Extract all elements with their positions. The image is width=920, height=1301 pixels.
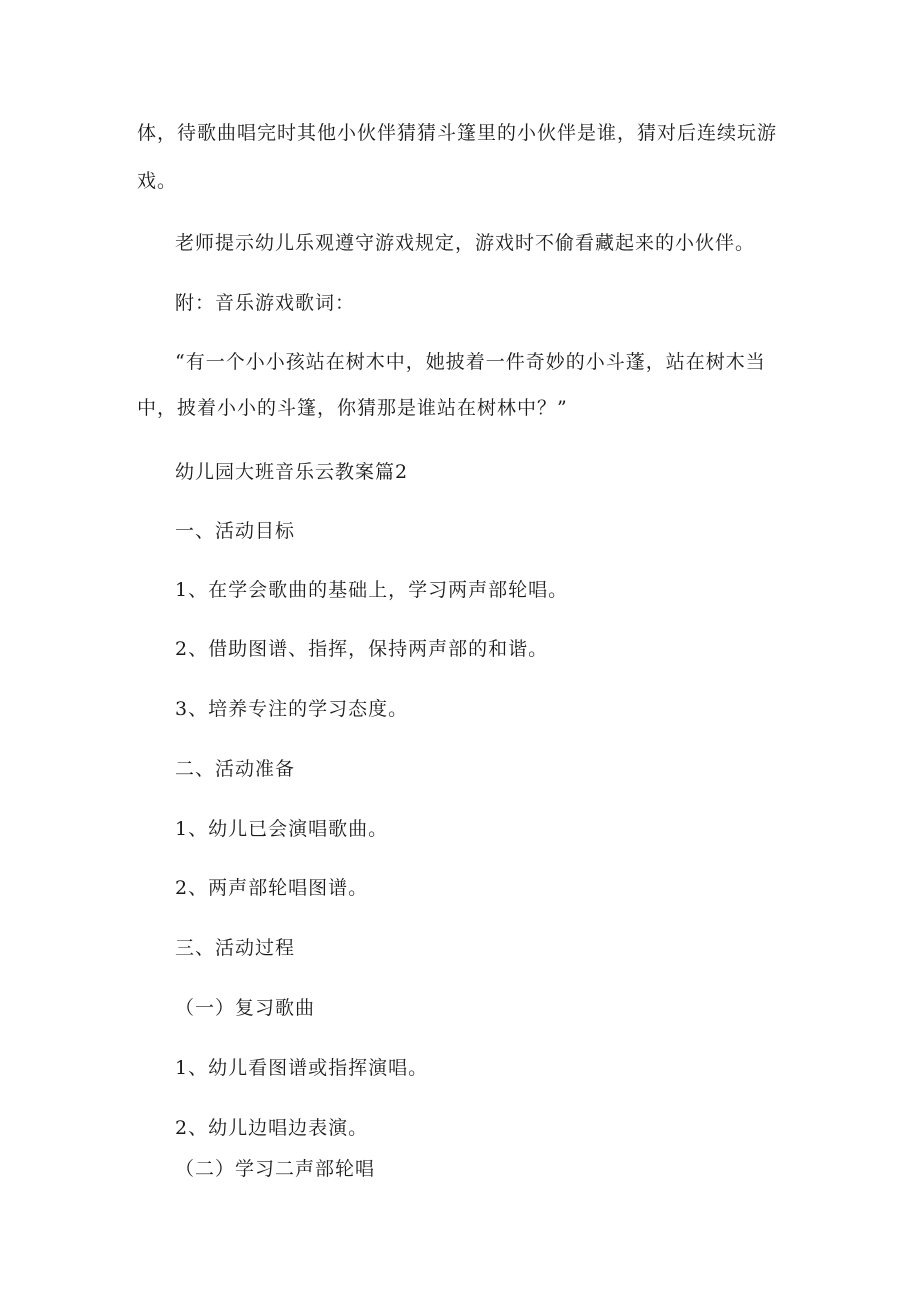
paragraph-line: 老师提示幼儿乐观遵守游戏规定，游戏时不偷看藏起来的小伙伴。	[175, 232, 756, 254]
lyrics-line: “有一个小小孩站在树木中，她披着一件奇妙的小斗蓬，站在树木当	[175, 351, 766, 373]
list-item: 1、幼儿已会演唱歌曲。	[175, 818, 389, 840]
list-item: 1、幼儿看图谱或指挥演唱。	[175, 1057, 429, 1079]
list-item: 2、幼儿边唱边表演。	[175, 1117, 369, 1139]
paragraph-line: 体，待歌曲唱完时其他小伙伴猜猜斗篷里的小伙伴是谁，猜对后连续玩游	[137, 122, 778, 144]
list-item: 2、两声部轮唱图谱。	[175, 877, 369, 899]
section-heading: 二、活动准备	[175, 758, 296, 780]
section-heading: 一、活动目标	[175, 520, 296, 542]
section-title: 幼儿园大班音乐云教案篇2	[175, 461, 409, 483]
list-item: 2、借助图谱、指挥，保持两声部的和谐。	[175, 638, 549, 660]
subsection-heading: （一）复习歌曲	[175, 997, 316, 1019]
list-item: 1、在学会歌曲的基础上，学习两声部轮唱。	[175, 579, 569, 601]
section-heading: 三、活动过程	[175, 937, 296, 959]
list-item: 3、培养专注的学习态度。	[175, 698, 409, 720]
lyrics-line: 中，披着小小的斗篷，你猜那是谁站在树林中？”	[137, 397, 568, 419]
paragraph-line: 戏。	[137, 170, 178, 192]
subsection-heading: （二）学习二声部轮唱	[175, 1158, 376, 1180]
paragraph-line: 附：音乐游戏歌词：	[175, 292, 356, 314]
